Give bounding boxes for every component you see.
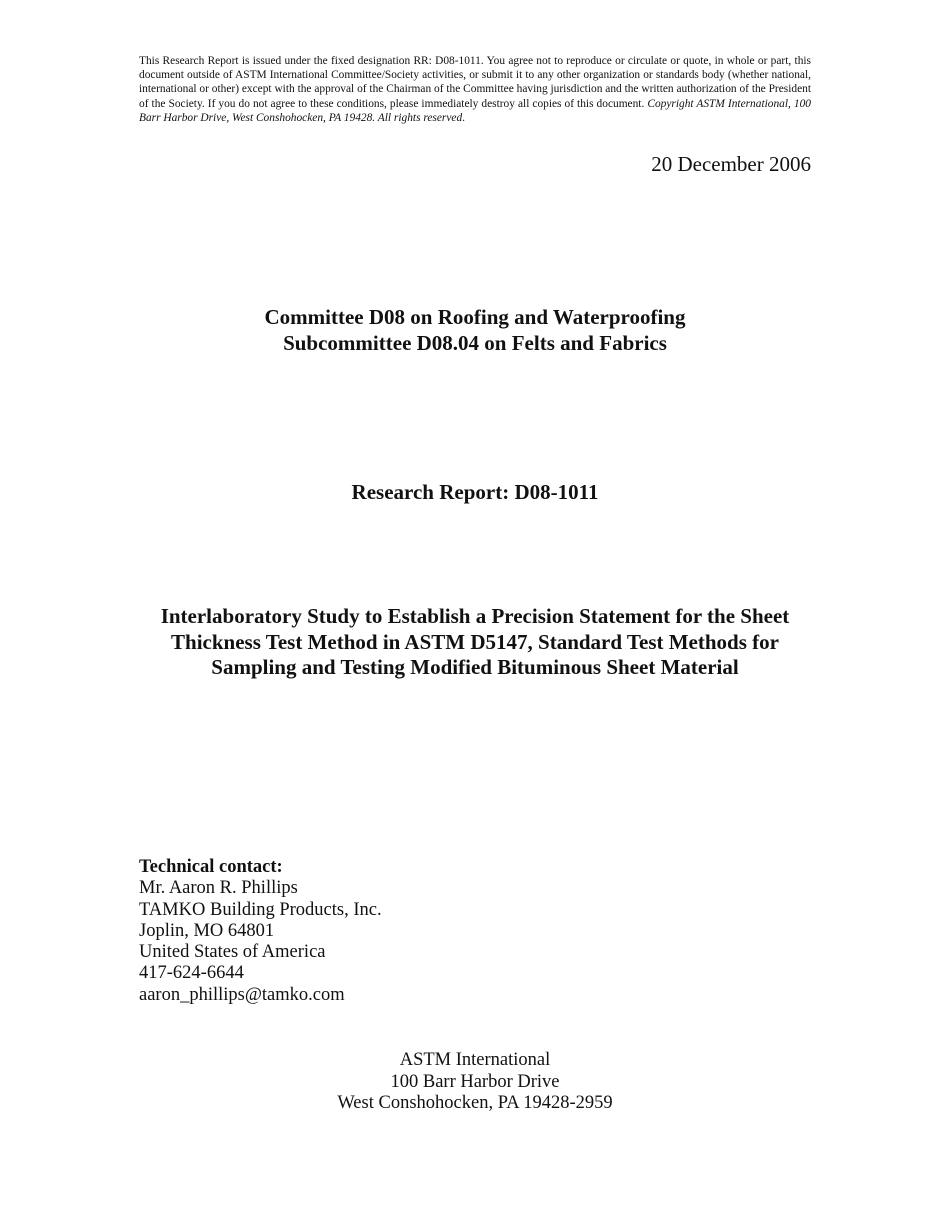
contact-heading: Technical contact: [139,857,283,877]
contact-country: United States of America [139,942,326,963]
study-title-line-3: Sampling and Testing Modified Bituminous Sheet Material [211,655,739,679]
notice-text: This Research Report is issued under the fixed designation RR: D08-1011. You agree not to reproduce or circulate or quote, in whole or part, this document outside of ASTM International Committee/Society activities, or submit it to any other organization or standards body (whether national, international or other) except with the approval of the Chairman of the Committee having jurisdiction and the written authorization of the President of the Society. If you do not agree to these conditions, please immediately destroy all copies of this document. [139,55,811,110]
contact-company: TAMKO Building Products, Inc. [139,899,382,920]
contact-phone: 417-624-6644 [139,963,244,984]
committee-heading [0,304,950,356]
study-title-line-1: Interlaboratory Study to Establish a Precision Statement for the Sheet [160,604,790,628]
report-number: Research Report: D08-1011 [351,480,599,504]
address-org: ASTM International [399,1050,551,1070]
address-street: 100 Barr Harbor Drive [390,1071,560,1092]
contact-city: Joplin, MO 64801 [139,920,275,941]
study-title [0,604,950,681]
technical-contact [139,857,382,1006]
copyright-line: Copyright ASTM International, 100 Barr Harbor Drive, West Conshohocken, PA 19428. All rights reserved [139,97,812,124]
contact-email: aaron_phillips@tamko.com [139,984,345,1005]
report-date: 20 December 2006 [651,152,811,176]
contact-name: Mr. Aaron R. Phillips [139,878,298,899]
astm-address [0,1050,950,1115]
committee-name: Committee D08 on Roofing and Waterproofing [264,305,686,329]
subcommittee-name: Subcommittee D08.04 on Felts and Fabrics [283,331,667,355]
copyright-notice: This Research Report is issued under the fixed designation RR: D08-1011. You agree not to reproduce or circulate or quote, in whole or part, this document outside of ASTM International Committee/Society activities, or submit it to any other organization or standards body (whether national, international or other) except with the approval of the Chairman of the Committee having jurisdiction and the written authorization of the President of the Society. If you do not agree to these conditions, please immediately destroy all copies of this document. Copyright ASTM International, 100 Barr Harbor Drive, West Conshohocken, PA 19428. All rights reserved. [139,55,812,124]
study-title-line-2: Thickness Test Method in ASTM D5147, Standard Test Methods for [171,629,779,654]
address-city: West Conshohocken, PA 19428-2959 [337,1093,613,1114]
